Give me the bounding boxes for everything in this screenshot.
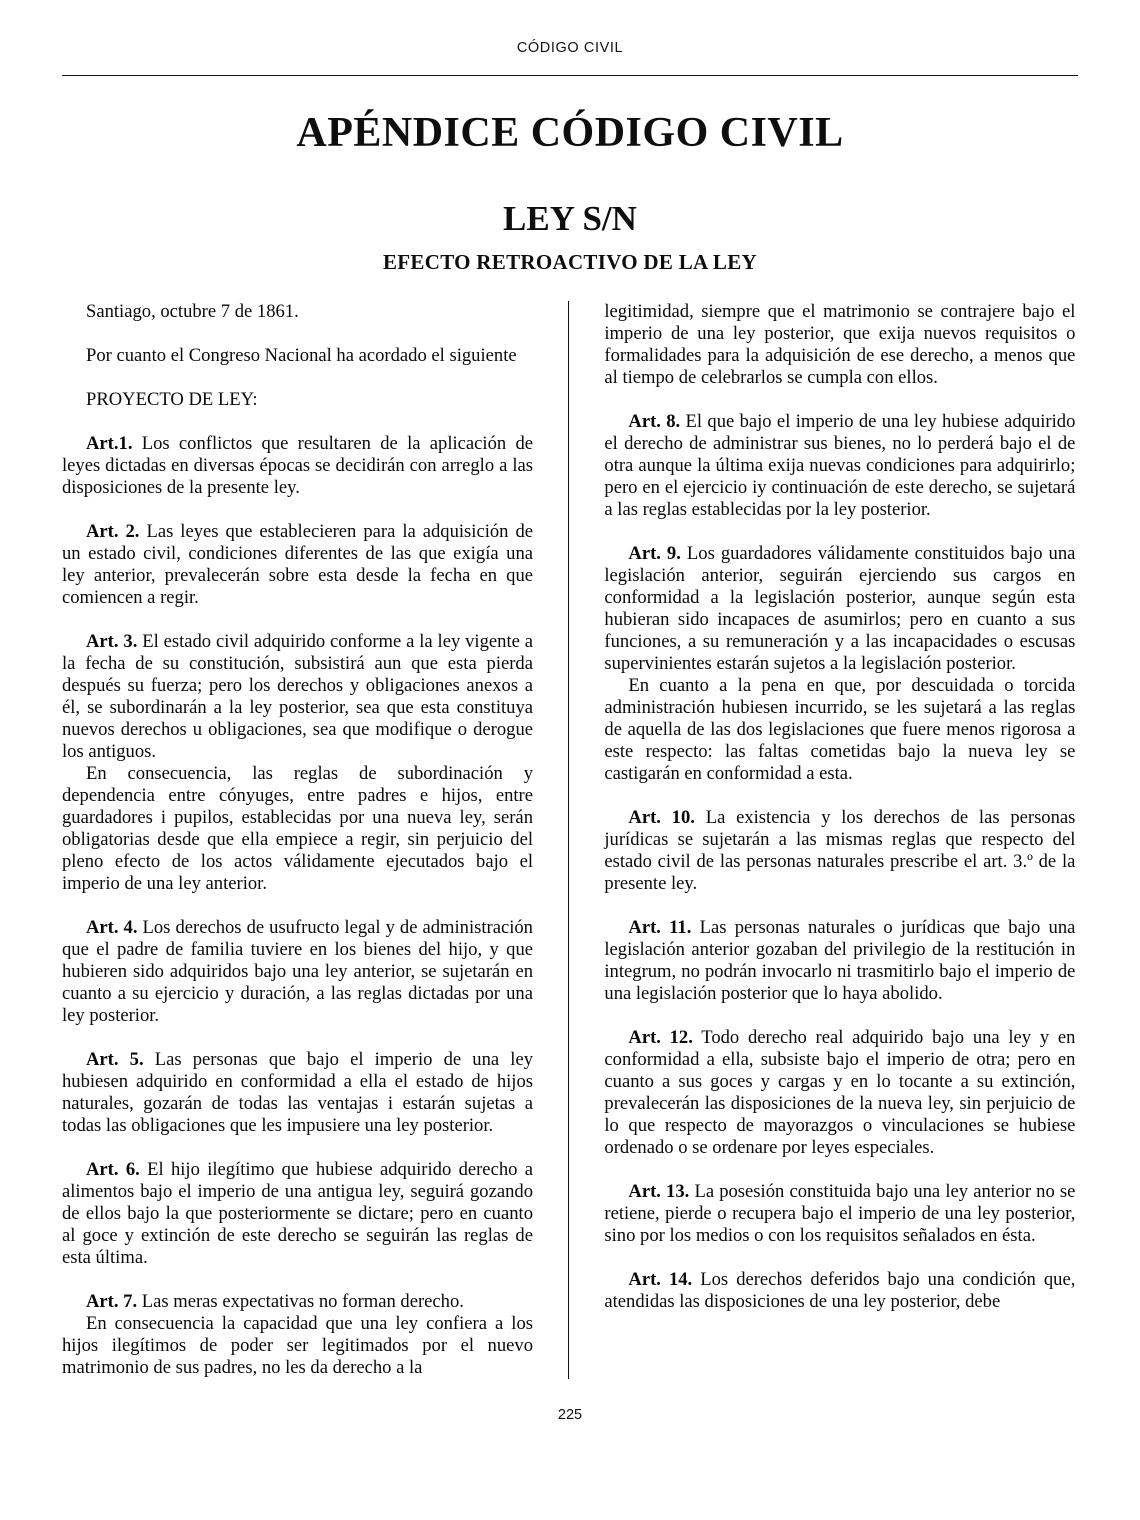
column-divider (568, 301, 569, 1379)
article-paragraph: Art. 7. Las meras expectativas no forman derecho. (86, 1291, 464, 1312)
article-paragraph: Art. 4. Los derechos de usufructo legal y de administración que el padre de familia tuviere en los bienes del hijo, y que hubieren sido adquiridos bajo una ley anterior, se sujetarán en cuanto a su ejercicio y duración, a las reglas dictadas por una ley posterior. (62, 917, 533, 1026)
running-header: CÓDIGO CIVIL (516, 40, 624, 56)
main-title: APÉNDICE CÓDIGO CIVIL (296, 110, 844, 156)
article-number: Art. 12. (628, 1027, 693, 1048)
two-column-body (62, 301, 1078, 1379)
paragraph: En consecuencia la capacidad que una ley confiera a los hijos ilegítimos de poder ser legitimados por el nuevo matrimonio de sus padres, no les da derecho a la (62, 1313, 533, 1378)
left-column (62, 301, 533, 1379)
article-number: Art. 6. (86, 1159, 140, 1180)
right-column (604, 301, 1075, 1379)
article-number: Art. 2. (86, 521, 140, 542)
article-paragraph: Art. 8. El que bajo el imperio de una ley hubiese adquirido el derecho de administrar sus bienes, no lo perderá bajo el de otra aunque la última exija nuevas condiciones para adquirirlo; pero en el ejercicio iy continuación de este derecho, se sujetará a las reglas establecidas por la ley posterior. (604, 411, 1076, 520)
paragraph: En consecuencia, las reglas de subordinación y dependencia entre cónyuges, entre padres e hijos, entre guardadores i pupilos, establecidas por una nueva ley, serán obligatorias desde que ella empiece a regir, sin perjuicio del pleno efecto de los actos válidamente ejecutados bajo el imperio de una ley anterior. (62, 763, 533, 894)
article-number: Art. 7. (86, 1291, 138, 1312)
article-number: Art. 11. (628, 917, 692, 938)
article-paragraph: Art. 5. Las personas que bajo el imperio de una ley hubiesen adquirido en conformidad a ella el estado de hijos naturales, gozarán de todas las ventajas i estarán sujetas a todas las obligaciones que les impusiere una ley posterior. (62, 1049, 533, 1136)
law-subtitle: EFECTO RETROACTIVO DE LA LEY (382, 250, 757, 274)
article-paragraph: Art. 14. Los derechos deferidos bajo una condición que, atendidas las disposiciones de una ley posterior, debe (604, 1269, 1076, 1312)
article-paragraph: Art. 9. Los guardadores válidamente constituidos bajo una legislación anterior, seguirán ejerciendo sus cargos en conformidad a la legislación posterior, aunque según esta hubieran sido incapaces de asumirlos; pero en cuanto a sus funciones, a su remuneración y a las incapacidades o escusas supervinientes estarán sujetos a la legislación posterior. (604, 543, 1076, 674)
article-paragraph: Art. 11. Las personas naturales o jurídicas que bajo una legislación anterior gozaban del privilegio de la restitución in integrum, no podrán invocarlo ni trasmitirlo bajo el imperio de una legislación posterior que lo haya abolido. (604, 917, 1076, 1004)
article-paragraph: Art. 6. El hijo ilegítimo que hubiese adquirido derecho a alimentos bajo el imperio de una antigua ley, seguirá gozando de ellos bajo la que posteriormente se dictare; pero en cuanto al goce y extinción de este derecho se seguirán las reglas de esta última. (62, 1159, 533, 1268)
paragraph: Santiago, octubre 7 de 1861. (86, 301, 299, 322)
paragraph: PROYECTO DE LEY: (86, 389, 258, 410)
paragraph: En cuanto a la pena en que, por descuidada o torcida administración hubiesen incurrido, se les sujetará a las reglas de aquella de las dos legislaciones que fuere menos rigorosa a este respecto: las faltas cometidas bajo la nueva ley se castigarán en conformidad a esta. (604, 675, 1076, 784)
article-number: Art. 5. (86, 1049, 144, 1070)
article-number: Art. 14. (628, 1269, 693, 1290)
article-number: Art. 3. (86, 631, 138, 652)
paragraph: legitimidad, siempre que el matrimonio se contrajere bajo el imperio de una ley posterior, que exija nuevos requisitos o formalidades para la adquisición de ese derecho, a menos que al tiempo de celebrarlos se cumpla con ellos. (604, 301, 1076, 388)
page-footer (62, 1407, 1078, 1423)
page-header (62, 40, 1078, 76)
article-paragraph: Art.1. Los conflictos que resultaren de la aplicación de leyes dictadas en diversas épocas se decidirán con arreglo a las disposiciones de la presente ley. (62, 433, 533, 498)
article-number: Art.1. (86, 433, 133, 454)
article-number: Art. 9. (628, 543, 681, 564)
article-paragraph: Art. 12. Todo derecho real adquirido bajo una ley y en conformidad a ella, subsiste bajo el imperio de otra; pero en cuanto a sus goces y cargas y en lo tocante a su extinción, prevalecerán las disposiciones de la nueva ley, sin perjuicio de lo que respecto de mayorazgos o vinculaciones se hubiese ordenado o se ordenare por leyes especiales. (604, 1027, 1076, 1158)
article-number: Art. 4. (86, 917, 138, 938)
header-rule (62, 75, 1078, 76)
article-paragraph: Art. 10. La existencia y los derechos de las personas jurídicas se sujetarán a las mismas reglas que respecto del estado civil de las personas naturales prescribe el art. 3.º de la presente ley. (604, 807, 1076, 894)
page-number: 225 (557, 1407, 583, 1423)
article-paragraph: Art. 13. La posesión constituida bajo una ley anterior no se retiene, pierde o recupera bajo el imperio de una ley posterior, sino por los medios o con los requisitos señalados en ésta. (604, 1181, 1076, 1246)
article-number: Art. 13. (628, 1181, 690, 1202)
article-paragraph: Art. 3. El estado civil adquirido conforme a la ley vigente a la fecha de su constitución, subsistirá aun que esta pierda después su fuerza; pero los derechos y obligaciones anexos a él, se subordinarán a la ley posterior, sea que esta constituya nuevos derechos u obligaciones, sea que modifique o derogue los antiguos. (62, 631, 533, 762)
article-number: Art. 8. (628, 411, 681, 432)
law-title: LEY S/N (503, 199, 637, 238)
paragraph: Por cuanto el Congreso Nacional ha acordado el siguiente (86, 345, 517, 366)
article-number: Art. 10. (628, 807, 695, 828)
article-paragraph: Art. 2. Las leyes que establecieren para la adquisición de un estado civil, condiciones diferentes de las que exigía una ley anterior, prevalecerán sobre esta desde la fecha en que comiencen a regir. (62, 521, 533, 608)
